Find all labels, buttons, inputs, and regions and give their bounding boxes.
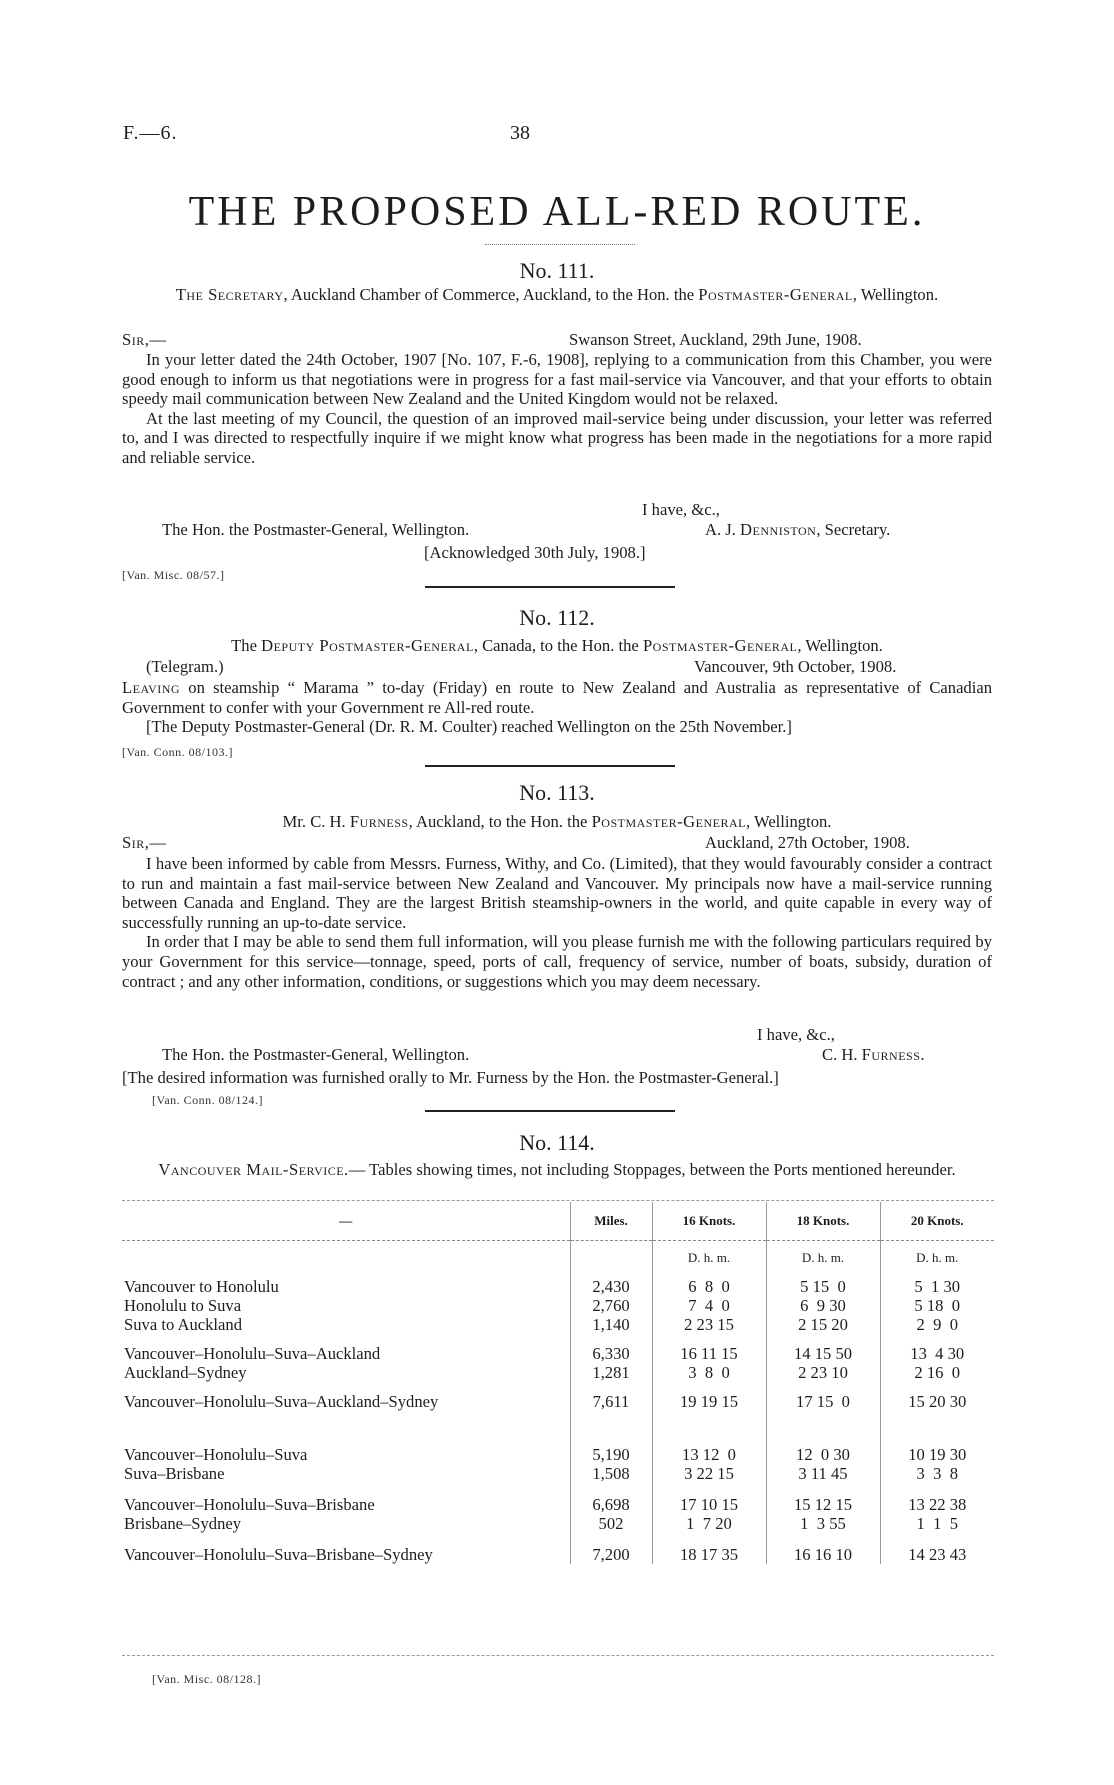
table-time-cell: 17 15 0 (766, 1392, 880, 1411)
no113-body (122, 854, 992, 991)
title-rule (485, 244, 635, 245)
table-time-cell: 2 23 15 (652, 1315, 766, 1334)
table-group-spacer (122, 1483, 994, 1495)
no113-salutation-row (122, 833, 992, 853)
no111-signature-part: Denniston (740, 520, 817, 539)
route-name: Suva to Auckland (124, 1315, 242, 1334)
table-time-cell: 10 19 30 (880, 1445, 994, 1464)
table-time-cell: 2 23 10 (766, 1363, 880, 1382)
table-unit-row (122, 1241, 994, 1268)
table-time-cell: 3 3 8 (880, 1464, 994, 1483)
table-time-cell: 16 16 10 (766, 1545, 880, 1564)
no112-heading-part: The (231, 636, 262, 655)
table-time-cell: 3 8 0 (652, 1363, 766, 1382)
no111-body (122, 350, 992, 468)
table-route-cell (122, 1363, 570, 1382)
no111-signature-part: A. J. (705, 520, 741, 539)
table-miles-cell: 2,760 (570, 1296, 652, 1315)
table-cell (880, 1483, 994, 1495)
table-unit-cell: D. h. m. (766, 1241, 880, 1268)
table-miles-cell: 2,430 (570, 1277, 652, 1296)
no111-heading-part: The Secretary (175, 285, 284, 304)
table-time-cell: 15 12 15 (766, 1495, 880, 1514)
no112-body-lead: Leaving (122, 678, 181, 697)
table-cell (880, 1334, 994, 1344)
table-cell (766, 1533, 880, 1545)
table-route-cell (122, 1315, 570, 1334)
no111-signature (705, 520, 890, 540)
table-cell (122, 1334, 570, 1344)
no113-heading-part: , Auckland, to the Hon. the (408, 812, 592, 831)
no112-heading-part: Postmaster-General (642, 636, 798, 655)
no114-ref: [Van. Misc. 08/128.] (152, 1672, 261, 1686)
table-time-cell: 5 1 30 (880, 1277, 994, 1296)
table-time-cell: 19 19 15 (652, 1392, 766, 1411)
no111-heading-part: , Wellington. (852, 285, 939, 304)
table-miles-cell: 6,330 (570, 1344, 652, 1363)
table-cell (570, 1241, 652, 1268)
route-name: Honolulu to Suva (124, 1296, 242, 1315)
table-time-cell: 18 17 35 (652, 1545, 766, 1564)
table-bottom-rule (122, 1655, 994, 1656)
mail-service-table-wrap (122, 1202, 994, 1642)
no113-closing: I have, &c., (757, 1025, 835, 1044)
table-route-cell (122, 1296, 570, 1315)
route-name: Vancouver to Honolulu (124, 1277, 279, 1296)
table-cell (122, 1411, 570, 1445)
route-name: Suva–Brisbane (124, 1464, 225, 1483)
table-group-spacer (122, 1334, 994, 1344)
no113-salutation: Sir,— (122, 833, 167, 852)
no112-body-text: on steamship “ Marama ” to-day (Friday) en route to New Zealand and Australia as representative of Canadian Government to confer with your Government re All-red route. (122, 678, 992, 717)
table-cell (570, 1483, 652, 1495)
table-miles-cell: 5,190 (570, 1445, 652, 1464)
table-cell (122, 1533, 570, 1545)
table-cell (766, 1334, 880, 1344)
table-cell (652, 1334, 766, 1344)
table-time-cell: 7 4 0 (652, 1296, 766, 1315)
table-route-cell (122, 1344, 570, 1363)
no114-caption-lead: Vancouver Mail-Service. (158, 1160, 349, 1179)
no113-heading-part: Mr. C. H. (282, 812, 350, 831)
table-route-cell (122, 1277, 570, 1296)
no113-signature (822, 1045, 925, 1065)
route-name: Vancouver–Honolulu–Suva–Auckland (124, 1344, 381, 1363)
table-header-cell: 20 Knots. (880, 1202, 994, 1241)
table-top-rule (122, 1200, 994, 1201)
page-number: 38 (510, 122, 530, 144)
no113-addressee: The Hon. the Postmaster-General, Wellington. (162, 1045, 470, 1064)
table-row (122, 1464, 994, 1483)
no112-telegram: (Telegram.) (146, 657, 224, 676)
table-miles-cell: 1,508 (570, 1464, 652, 1483)
table-time-cell: 14 15 50 (766, 1344, 880, 1363)
table-header-row (122, 1202, 994, 1241)
no112-number: No. 112. (519, 605, 595, 630)
table-route-cell (122, 1514, 570, 1533)
table-time-cell: 12 0 30 (766, 1445, 880, 1464)
table-group-spacer (122, 1382, 994, 1392)
table-body (122, 1241, 994, 1565)
table-row (122, 1363, 994, 1382)
table-time-cell: 6 8 0 (652, 1277, 766, 1296)
no113-heading-part: , Wellington. (745, 812, 832, 831)
route-name: Vancouver–Honolulu–Suva (124, 1445, 308, 1464)
no113-signature-part: C. H. (822, 1045, 862, 1064)
table-route-cell (122, 1464, 570, 1483)
table-time-cell: 1 7 20 (652, 1514, 766, 1533)
no113-signature-part: Furness (861, 1045, 921, 1064)
no112-paragraph (122, 678, 992, 717)
table-cell (880, 1382, 994, 1392)
route-name: Auckland–Sydney (124, 1363, 247, 1382)
no114-caption-text: — Tables showing times, not including Stoppages, between the Ports mentioned hereunder. (348, 1160, 956, 1179)
section-divider (425, 765, 675, 767)
table-header-cell: 16 Knots. (652, 1202, 766, 1241)
table-row (122, 1445, 994, 1464)
no111-ref: [Van. Misc. 08/57.] (122, 568, 225, 582)
table-cell (652, 1483, 766, 1495)
table-route-cell (122, 1392, 570, 1411)
no113-paragraph: In order that I may be able to send them full information, will you please furnish me with the following particulars required by your Government for this service—tonnage, speed, ports of call, frequency of service, number of boats, subsidy, duration of contract ; and any other information, conditions, or suggestions which you may deem necessary. (122, 932, 992, 991)
table-miles-cell: 6,698 (570, 1495, 652, 1514)
table-cell (122, 1483, 570, 1495)
table-unit-cell: D. h. m. (880, 1241, 994, 1268)
table-cell (652, 1533, 766, 1545)
table-row (122, 1277, 994, 1296)
no111-heading-part: , Auckland Chamber of Commerce, Auckland, to the Hon. the (283, 285, 699, 304)
no111-address: Swanson Street, Auckland, 29th June, 1908. (569, 330, 862, 349)
no113-note-row (122, 1068, 992, 1088)
route-name: Brisbane–Sydney (124, 1514, 242, 1533)
table-time-cell: 13 22 38 (880, 1495, 994, 1514)
table-time-cell: 17 10 15 (652, 1495, 766, 1514)
table-row (122, 1495, 994, 1514)
table-cell (652, 1411, 766, 1445)
no112-heading-part: , Canada, to the Hon. the (473, 636, 643, 655)
no113-note: [The desired information was furnished orally to Mr. Furness by the Hon. the Postmaster-General.] (122, 1068, 779, 1087)
no111-paragraph: In your letter dated the 24th October, 1907 [No. 107, F.-6, 1908], replying to a communication from this Chamber, you were good enough to inform us that negotiations were in progress for a fast mail-service via Vancouver, and that your efforts to obtain speedy mail communication between New Zealand and the United Kingdom would not be relaxed. (122, 350, 992, 409)
table-cell (880, 1267, 994, 1277)
no111-number: No. 111. (519, 258, 595, 283)
no112-ref: [Van. Conn. 08/103.] (122, 745, 233, 759)
no113-heading-part: Furness (349, 812, 409, 831)
table-time-cell: 2 16 0 (880, 1363, 994, 1382)
no111-closing-text: I have, &c., (642, 500, 720, 519)
table-cell (570, 1411, 652, 1445)
table-route-cell (122, 1495, 570, 1514)
no111-salutation-row (122, 330, 992, 350)
table-header-cell: 18 Knots. (766, 1202, 880, 1241)
no112-heading-part: Deputy Postmaster-General (261, 636, 474, 655)
table-cell (652, 1382, 766, 1392)
table-cell (122, 1267, 570, 1277)
no114-caption (122, 1160, 992, 1180)
table-group-spacer (122, 1267, 994, 1277)
table-route-cell (122, 1545, 570, 1564)
table-time-cell: 14 23 43 (880, 1545, 994, 1564)
document-reference: F.—6. (123, 122, 178, 144)
no113-ref: [Van. Conn. 08/124.] (152, 1093, 263, 1107)
table-time-cell: 3 11 45 (766, 1464, 880, 1483)
no113-paragraph: I have been informed by cable from Messrs. Furness, Withy, and Co. (Limited), that they would favourably consider a contract to run and maintain a fast mail-service between New Zealand and Vancouver. My principals now have a mail-service running between Canada and England. They are the largest British steamship-owners in the world, and quite capable in every way of successfully running an up-to-date service. (122, 854, 992, 932)
table-cell (766, 1267, 880, 1277)
page-title: THE PROPOSED ALL-RED ROUTE. (188, 189, 926, 235)
table-miles-cell: 1,140 (570, 1315, 652, 1334)
table-row (122, 1514, 994, 1533)
table-time-cell: 13 12 0 (652, 1445, 766, 1464)
mail-service-table (122, 1202, 994, 1564)
table-cell (570, 1533, 652, 1545)
table-time-cell: 2 15 20 (766, 1315, 880, 1334)
route-name: Vancouver–Honolulu–Suva–Brisbane (124, 1495, 375, 1514)
table-cell (570, 1267, 652, 1277)
table-cell (652, 1267, 766, 1277)
table-cell (122, 1382, 570, 1392)
no111-heading (122, 285, 992, 305)
section-divider (425, 1110, 675, 1112)
table-row (122, 1545, 994, 1564)
table-group-spacer (122, 1533, 994, 1545)
no113-heading (122, 812, 992, 832)
table-miles-cell: 7,611 (570, 1392, 652, 1411)
table-time-cell: 1 3 55 (766, 1514, 880, 1533)
no111-paragraph: At the last meeting of my Council, the question of an improved mail-service being under discussion, your letter was referred to, and I was directed to respectfully inquire if we might know what progress has been made in the negotiations for a more rapid and reliable service. (122, 408, 992, 467)
table-cell (766, 1411, 880, 1445)
table-row (122, 1296, 994, 1315)
no112-body (122, 678, 992, 737)
no112-heading-part: , Wellington. (797, 636, 883, 655)
table-cell (766, 1483, 880, 1495)
table-time-cell: 5 15 0 (766, 1277, 880, 1296)
table-header-cell: Miles. (570, 1202, 652, 1241)
route-name: Vancouver–Honolulu–Suva–Brisbane–Sydney (124, 1545, 433, 1564)
table-cell (570, 1382, 652, 1392)
table-row (122, 1315, 994, 1334)
section-divider (425, 586, 675, 588)
table-time-cell: 13 4 30 (880, 1344, 994, 1363)
no111-salutation: Sir,— (122, 330, 167, 349)
table-cell (122, 1241, 570, 1268)
table-cell (880, 1411, 994, 1445)
no113-signature-part: . (920, 1045, 925, 1064)
table-header-cell: — (122, 1202, 570, 1241)
table-group-spacer (122, 1411, 994, 1445)
no111-addressee: The Hon. the Postmaster-General, Wellington. (162, 520, 470, 539)
no112-note: [The Deputy Postmaster-General (Dr. R. M. Coulter) reached Wellington on the 25th November.] (146, 717, 792, 737)
no113-number: No. 113. (519, 780, 595, 805)
table-time-cell: 5 18 0 (880, 1296, 994, 1315)
no111-heading-part: Postmaster-General (698, 285, 853, 304)
table-cell (570, 1334, 652, 1344)
table-row (122, 1392, 994, 1411)
table-time-cell: 6 9 30 (766, 1296, 880, 1315)
no114-number: No. 114. (519, 1130, 595, 1155)
table-time-cell: 3 22 15 (652, 1464, 766, 1483)
no113-place-date: Auckland, 27th October, 1908. (705, 833, 910, 852)
table-time-cell: 1 1 5 (880, 1514, 994, 1533)
no113-heading-part: Postmaster-General (591, 812, 746, 831)
table-row (122, 1344, 994, 1363)
route-name: Vancouver–Honolulu–Suva–Auckland–Sydney (124, 1392, 439, 1411)
table-unit-cell: D. h. m. (652, 1241, 766, 1268)
table-miles-cell: 1,281 (570, 1363, 652, 1382)
table-time-cell: 15 20 30 (880, 1392, 994, 1411)
table-cell (766, 1382, 880, 1392)
no112-heading (122, 636, 992, 656)
no111-signature-part: , Secretary. (816, 520, 891, 539)
table-cell (880, 1533, 994, 1545)
table-time-cell: 16 11 15 (652, 1344, 766, 1363)
table-miles-cell: 502 (570, 1514, 652, 1533)
table-time-cell: 2 9 0 (880, 1315, 994, 1334)
no111-acknowledged: [Acknowledged 30th July, 1908.] (424, 543, 646, 562)
no112-place-date: Vancouver, 9th October, 1908. (694, 657, 897, 676)
table-route-cell (122, 1445, 570, 1464)
table-miles-cell: 7,200 (570, 1545, 652, 1564)
